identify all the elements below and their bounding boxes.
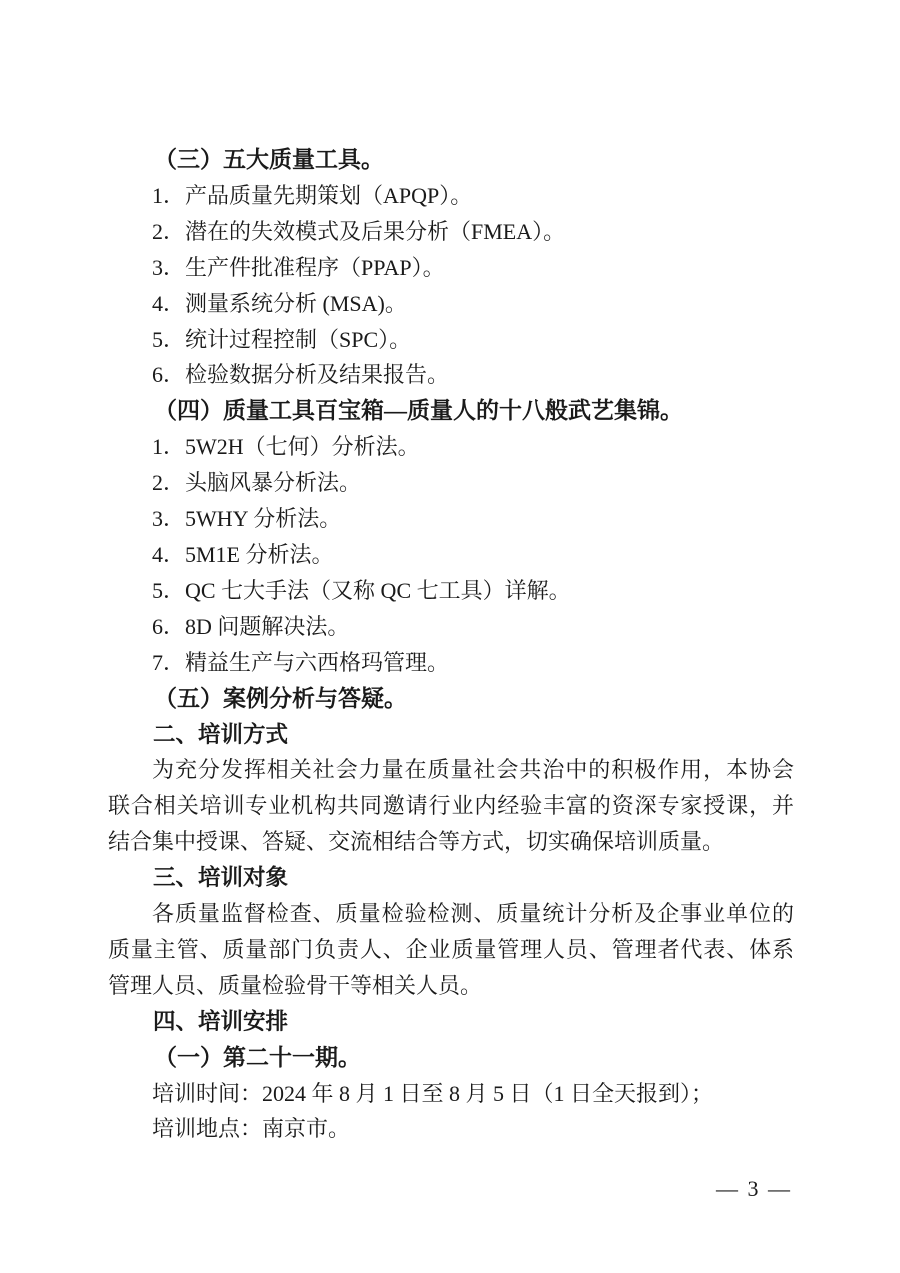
- list-item-5w2h: 1．5W2H（七何）分析法。: [152, 434, 420, 460]
- list-item-qc-tools: 5．QC 七大手法（又称 QC 七工具）详解。: [152, 577, 571, 603]
- training-time-line: 培训时间：2024 年 8 月 1 日至 8 月 5 日（1 日全天报到）；: [152, 1080, 714, 1106]
- list-item-lean-sixsigma: 7．精益生产与六西格玛管理。: [152, 649, 450, 675]
- list-item-ppap: 3．生产件批准程序（PPAP）。: [152, 254, 445, 280]
- heading-training-audience: 三、培训对象: [153, 865, 289, 891]
- heading-section-five: （五）案例分析与答疑。: [154, 685, 407, 711]
- list-item-5m1e: 4．5M1E 分析法。: [152, 541, 334, 567]
- heading-training-schedule: 四、培训安排: [153, 1008, 289, 1034]
- heading-session-21: （一）第二十一期。: [154, 1044, 361, 1070]
- list-item-apqp: 1．产品质量先期策划（APQP）。: [152, 182, 473, 208]
- list-item-msa: 4．测量系统分析 (MSA)。: [152, 290, 407, 316]
- list-item-data-report: 6．检验数据分析及结果报告。: [152, 362, 450, 388]
- list-item-5why: 3．5WHY 分析法。: [152, 506, 342, 532]
- heading-section-three: （三）五大质量工具。: [154, 147, 384, 172]
- list-item-spc: 5．统计过程控制（SPC）。: [152, 326, 412, 352]
- paragraph-line: 质量主管、质量部门负责人、企业质量管理人员、管理者代表、体系: [108, 936, 794, 962]
- paragraph-line: 管理人员、质量检验骨干等相关人员。: [108, 972, 483, 998]
- paragraph-line: 联合相关培训专业机构共同邀请行业内经验丰富的资深专家授课，并: [108, 793, 794, 819]
- paragraph-line: 为充分发挥相关社会力量在质量社会共治中的积极作用，本协会: [152, 757, 794, 783]
- list-item-brainstorm: 2．头脑风暴分析法。: [152, 470, 362, 496]
- list-item-8d: 6．8D 问题解决法。: [152, 613, 350, 639]
- training-location-line: 培训地点：南京市。: [152, 1116, 351, 1142]
- heading-section-four: （四）质量工具百宝箱—质量人的十八般武艺集锦。: [154, 398, 683, 424]
- page-number: — 3 —: [716, 1176, 792, 1201]
- document-body: [108, 142, 794, 1147]
- list-item-fmea: 2．潜在的失效模式及后果分析（FMEA）。: [152, 218, 566, 244]
- paragraph-line: 结合集中授课、答疑、交流相结合等方式，切实确保培训质量。: [108, 829, 725, 855]
- heading-training-method: 二、培训方式: [153, 721, 289, 747]
- paragraph-line: 各质量监督检查、质量检验检测、质量统计分析及企事业单位的: [152, 901, 794, 927]
